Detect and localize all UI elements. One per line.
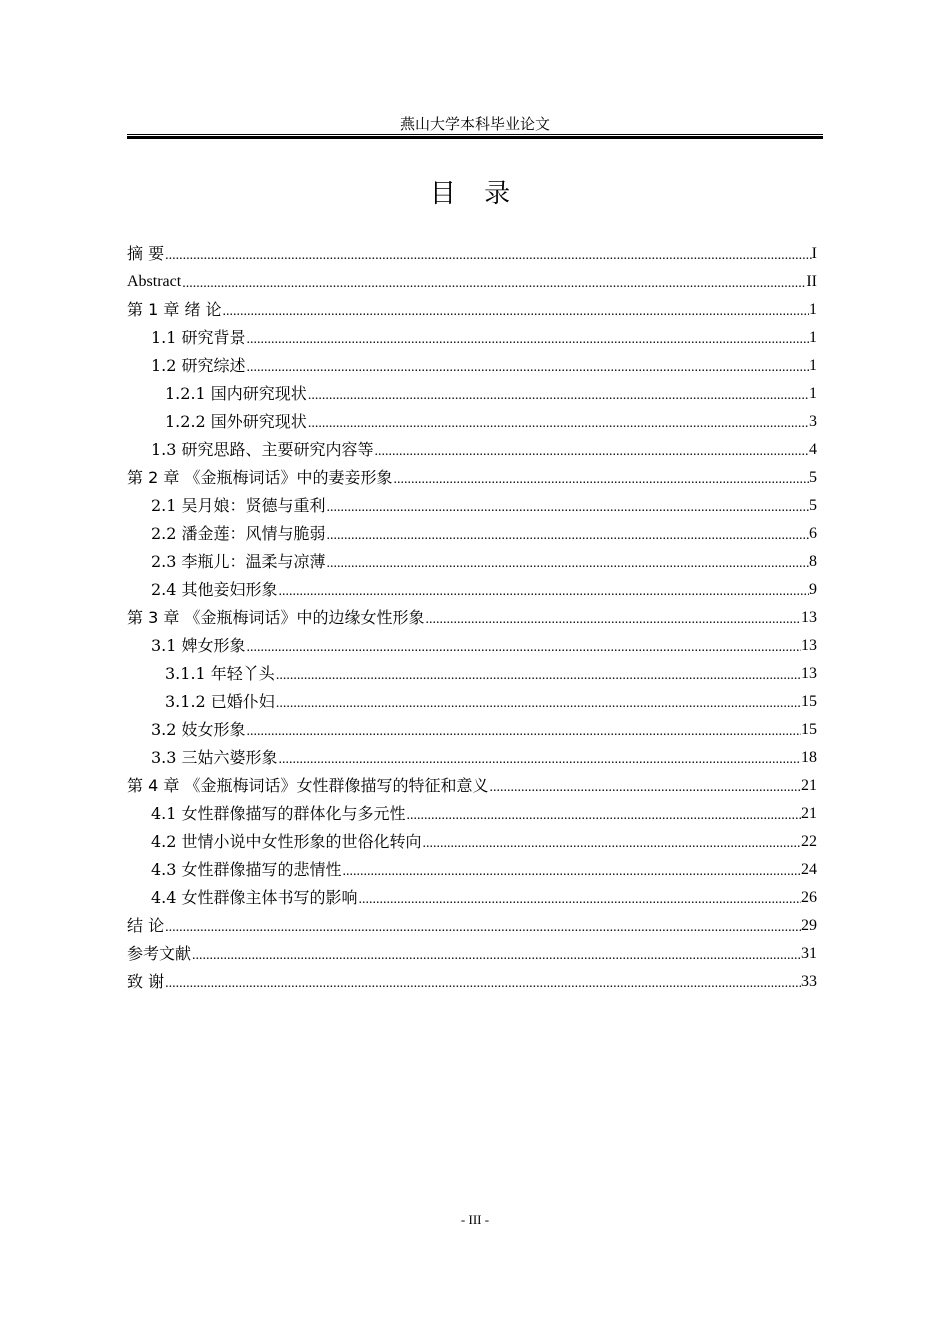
toc-entry-page: II	[806, 273, 817, 290]
toc-entry-label: 结 论	[127, 916, 165, 935]
toc-entry-label: 2.1 吴月娘：贤德与重利	[151, 496, 326, 515]
toc-dot-leader	[222, 303, 809, 321]
toc-dot-leader	[406, 807, 801, 825]
toc-entry[interactable]	[127, 713, 817, 741]
toc-entry[interactable]	[127, 741, 817, 769]
toc-entry[interactable]	[127, 265, 817, 293]
toc-dot-leader	[246, 723, 801, 741]
toc-dot-leader	[342, 863, 801, 881]
toc-dot-leader	[488, 779, 801, 797]
toc-dot-leader	[307, 415, 809, 433]
toc-entry-label: 参考文献	[127, 944, 192, 963]
toc-entry[interactable]	[127, 573, 817, 601]
toc-entry-label: 3.1.1 年轻丫头	[165, 664, 275, 683]
toc-dot-leader	[326, 527, 809, 545]
header-rule-thick	[127, 136, 823, 139]
toc-entry-label: 4.2 世情小说中女性形象的世俗化转向	[151, 832, 422, 851]
toc-entry-page: 1	[809, 385, 817, 402]
toc-dot-leader	[278, 583, 809, 601]
toc-entry[interactable]	[127, 825, 817, 853]
toc-dot-leader	[374, 443, 809, 461]
toc-entry[interactable]	[127, 937, 817, 965]
toc-entry-page: 13	[801, 637, 817, 654]
toc-entry-label: 1.2 研究综述	[151, 356, 246, 375]
toc-entry-label: 第 2 章 《金瓶梅词话》中的妻妾形象	[127, 468, 393, 487]
toc-dot-leader	[422, 835, 801, 853]
header-rule-thin	[127, 134, 823, 135]
toc-entry[interactable]	[127, 545, 817, 573]
toc-entry[interactable]	[127, 909, 817, 937]
toc-entry-page: 33	[801, 973, 817, 990]
page-number: - III -	[460, 1212, 490, 1227]
toc-entry-label: 3.1.2 已婚仆妇	[165, 692, 275, 711]
toc-entry-page: 21	[801, 777, 817, 794]
toc-entry-label: 4.1 女性群像描写的群体化与多元性	[151, 804, 406, 823]
toc-entry-page: 6	[809, 525, 817, 542]
toc-dot-leader	[392, 471, 809, 489]
toc-entry-page: 3	[809, 413, 817, 430]
table-of-contents	[127, 237, 817, 993]
toc-entry-label: 1.2.1 国内研究现状	[165, 384, 307, 403]
toc-entry-page: I	[811, 245, 817, 262]
toc-dot-leader	[326, 499, 809, 517]
toc-dot-leader	[424, 611, 801, 629]
toc-entry[interactable]	[127, 797, 817, 825]
toc-entry[interactable]	[127, 405, 817, 433]
toc-dot-leader	[164, 247, 812, 265]
toc-entry-label: 致 谢	[127, 972, 165, 991]
toc-entry[interactable]	[127, 349, 817, 377]
toc-entry-page: 1	[809, 357, 817, 374]
toc-dot-leader	[326, 555, 809, 573]
toc-entry-label: 1.1 研究背景	[151, 328, 246, 347]
toc-dot-leader	[181, 275, 806, 293]
toc-entry-page: 24	[801, 861, 817, 878]
toc-entry-page: 15	[801, 693, 817, 710]
toc-dot-leader	[164, 919, 801, 937]
toc-entry-label: 2.3 李瓶儿：温柔与凉薄	[151, 552, 326, 571]
toc-entry[interactable]	[127, 377, 817, 405]
toc-entry-page: 29	[801, 917, 817, 934]
toc-entry-page: 5	[809, 497, 817, 514]
toc-entry[interactable]	[127, 517, 817, 545]
toc-entry[interactable]	[127, 965, 817, 993]
toc-dot-leader	[246, 359, 809, 377]
page-header: 燕山大学本科毕业论文	[399, 115, 550, 133]
toc-entry-label: 摘 要	[127, 244, 165, 263]
toc-entry-page: 13	[801, 665, 817, 682]
toc-dot-leader	[275, 667, 801, 685]
toc-entry-label: 4.3 女性群像描写的悲情性	[151, 860, 342, 879]
toc-entry-page: 13	[801, 609, 817, 626]
toc-entry-page: 21	[801, 805, 817, 822]
toc-entry[interactable]	[127, 321, 817, 349]
toc-entry[interactable]	[127, 293, 817, 321]
toc-entry[interactable]	[127, 769, 817, 797]
toc-entry-label: 4.4 女性群像主体书写的影响	[151, 888, 358, 907]
toc-entry-label: 3.3 三姑六婆形象	[151, 748, 278, 767]
toc-entry-page: 26	[801, 889, 817, 906]
toc-entry-page: 31	[801, 945, 817, 962]
toc-dot-leader	[164, 975, 801, 993]
toc-dot-leader	[191, 947, 801, 965]
toc-entry-label: 第 4 章 《金瓶梅词话》女性群像描写的特征和意义	[127, 776, 489, 795]
toc-dot-leader	[358, 891, 801, 909]
toc-entry-page: 15	[801, 721, 817, 738]
toc-entry-page: 18	[801, 749, 817, 766]
toc-entry-label: 3.1 婢女形象	[151, 636, 246, 655]
toc-entry-label: 1.2.2 国外研究现状	[165, 412, 307, 431]
toc-entry[interactable]	[127, 657, 817, 685]
toc-entry[interactable]	[127, 629, 817, 657]
toc-dot-leader	[278, 751, 801, 769]
toc-entry-label: 1.3 研究思路、主要研究内容等	[151, 440, 374, 459]
toc-dot-leader	[246, 331, 809, 349]
toc-entry-label: 3.2 妓女形象	[151, 720, 246, 739]
toc-entry-page: 9	[809, 581, 817, 598]
toc-entry-label: 2.4 其他妾妇形象	[151, 580, 278, 599]
toc-entry-page: 1	[809, 301, 817, 318]
toc-entry[interactable]	[127, 601, 817, 629]
toc-entry[interactable]	[127, 685, 817, 713]
toc-entry-label: 第 3 章 《金瓶梅词话》中的边缘女性形象	[127, 608, 425, 627]
toc-title: 目 录	[429, 179, 521, 209]
toc-entry-page: 4	[809, 441, 817, 458]
toc-entry-label: Abstract	[127, 273, 182, 290]
toc-entry[interactable]	[127, 853, 817, 881]
toc-dot-leader	[307, 387, 809, 405]
toc-entry[interactable]	[127, 881, 817, 909]
toc-entry[interactable]	[127, 433, 817, 461]
toc-entry[interactable]	[127, 461, 817, 489]
toc-entry[interactable]	[127, 237, 817, 265]
toc-dot-leader	[275, 695, 801, 713]
toc-entry[interactable]	[127, 489, 817, 517]
toc-entry-page: 1	[809, 329, 817, 346]
toc-entry-page: 22	[801, 833, 817, 850]
toc-entry-label: 2.2 潘金莲：风情与脆弱	[151, 524, 326, 543]
toc-entry-label: 第 1 章 绪 论	[127, 300, 222, 319]
toc-entry-page: 5	[809, 469, 817, 486]
toc-dot-leader	[246, 639, 801, 657]
toc-entry-page: 8	[809, 553, 817, 570]
